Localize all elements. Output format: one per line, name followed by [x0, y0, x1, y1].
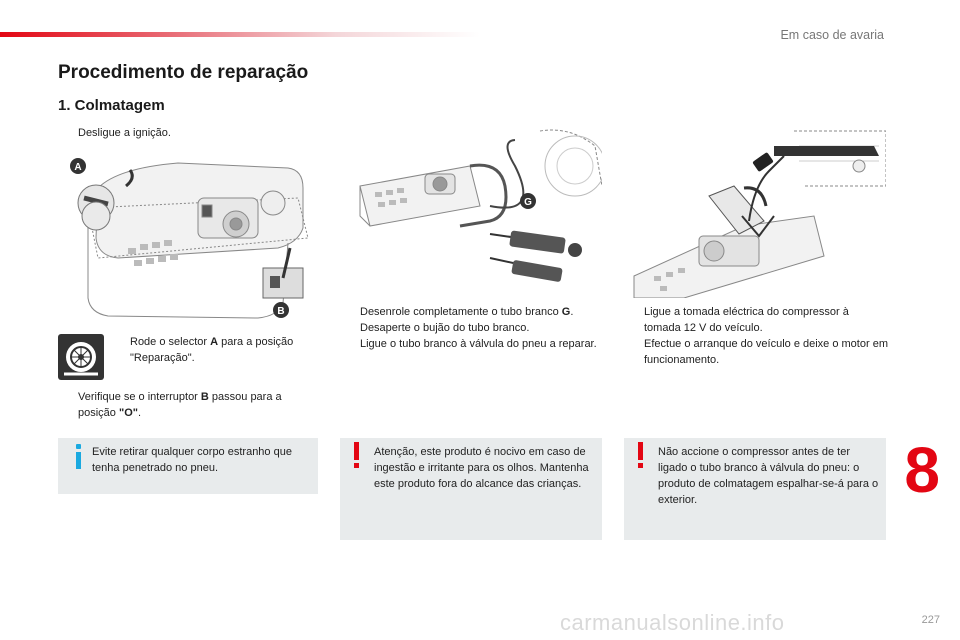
step-text: Verifique se o interruptor B passou para a posição "O".	[78, 391, 282, 419]
info-text: Evite retirar qualquer corpo estranho que tenha penetrado no pneu.	[92, 446, 292, 474]
bullet-marker	[342, 336, 360, 352]
watermark: carmanualsonline.info	[560, 610, 785, 635]
warning-text: Não accione o compressor antes de ter ligado o tubo branco à válvula do pneu: o produto de colmatagem espalhar-se-á para o exterior.	[658, 446, 879, 506]
step-text: Ligue o tubo branco à válvula do pneu a reparar.	[360, 338, 597, 350]
header-accent-bar	[0, 32, 480, 37]
step-text: Desligue a ignição.	[78, 127, 171, 139]
step-start-engine	[626, 336, 888, 368]
bullet-marker	[60, 125, 78, 141]
step-text: Ligue a tomada eléctrica do compressor à tomada 12 V do veículo.	[644, 306, 849, 334]
step-text: Rode o selector A para a posição "Reparação".	[130, 336, 294, 364]
info-note	[58, 438, 318, 494]
col3-steps	[626, 304, 888, 368]
step-turn-off-ignition	[60, 125, 310, 141]
bullet-marker	[626, 304, 644, 336]
section-title: 1. Colmatagem	[58, 97, 165, 114]
warning-note-product	[340, 438, 602, 540]
hose-illustration	[340, 126, 602, 296]
chapter-number: 8	[904, 434, 940, 506]
power-socket-illustration	[624, 126, 886, 298]
label-b: B	[277, 306, 285, 317]
warning-icon	[636, 442, 646, 470]
bullet-marker	[626, 336, 644, 368]
step-unscrew-cap	[342, 320, 604, 336]
step-connect-valve	[342, 336, 604, 352]
step-text: Efectue o arranque do veículo e deixe o motor em funcionamento.	[644, 338, 888, 366]
info-icon	[74, 444, 82, 470]
col2-steps	[342, 304, 604, 352]
bullet-marker	[342, 304, 360, 320]
bullet-marker	[60, 389, 78, 421]
compressor-kit-illustration	[58, 148, 314, 324]
step-text: Desenrole completamente o tubo branco G.	[360, 306, 574, 318]
step-turn-selector	[112, 334, 317, 366]
label-g: G	[524, 197, 532, 208]
page-number: 227	[921, 614, 940, 626]
page-title: Procedimento de reparação	[58, 62, 309, 83]
repair-selector-icon	[58, 334, 104, 380]
label-a: A	[74, 162, 82, 173]
step-check-switch	[60, 389, 315, 421]
warning-note-compressor	[624, 438, 886, 540]
step-unroll-hose	[342, 304, 604, 320]
step-text: Desaperte o bujão do tubo branco.	[360, 322, 530, 334]
warning-text: Atenção, este produto é nocivo em caso de ingestão e irritante para os olhos. Mantenha este produto fora do alcance das crianças.	[374, 446, 589, 490]
bullet-marker	[342, 320, 360, 336]
chapter-title: Em caso de avaria	[780, 28, 884, 42]
bullet-marker	[112, 334, 130, 366]
step-connect-socket	[626, 304, 888, 336]
warning-icon	[352, 442, 362, 470]
